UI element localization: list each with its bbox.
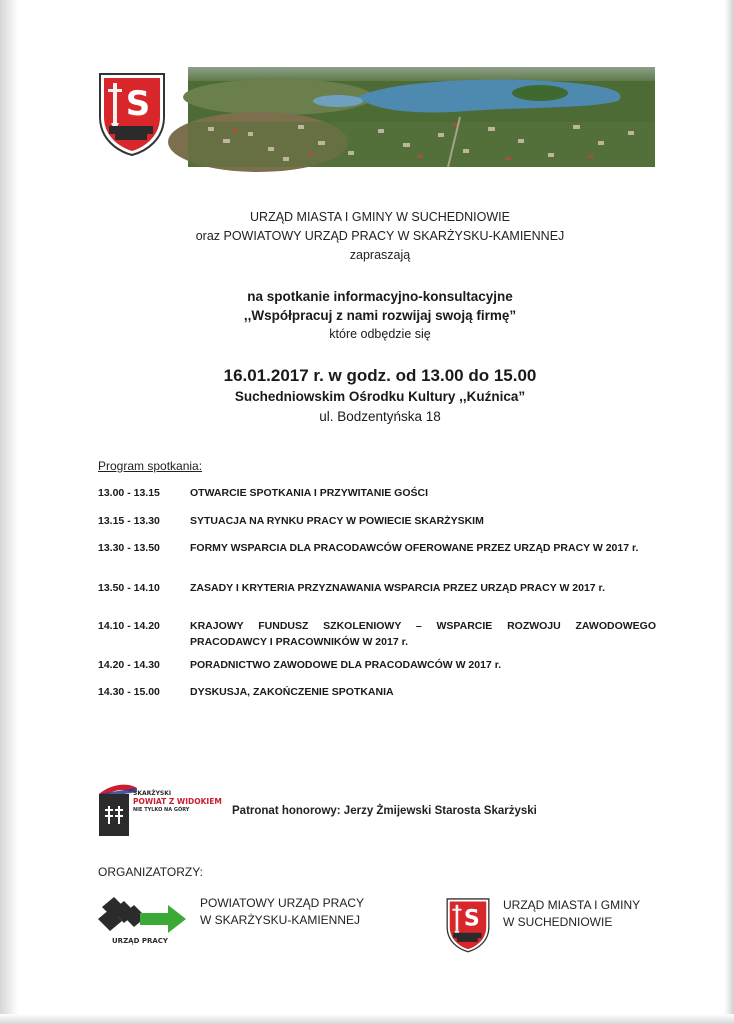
program-desc: ZASADY I KRYTERIA PRZYZNAWANIA WSPARCIA PRZEZ URZĄD PRACY W 2017 r. [190,582,605,594]
invite-title: ,,Współpracuj z nami rozwijaj swoją firmę” [243,308,517,323]
program-time: 13.15 - 13.30 [98,515,160,527]
aerial-town-photo [188,67,655,167]
program-desc: FORMY WSPARCIA DLA PRACODAWCÓW OFEROWANE PRZEZ URZĄD PRACY W 2017 r. [190,542,639,554]
pzw-line-2: POWIAT Z WIDOKIEM [133,797,222,806]
urzad-pracy-logo [96,893,188,945]
scan-edge-left [0,0,18,1024]
up-name-line-2: W SKARŻYSKU-KAMIENNEJ [200,913,361,927]
program-desc: OTWARCIE SPOTKANIA I PRZYWITANIE GOŚCI [190,487,429,499]
scan-edge-right [724,0,734,1024]
powiat-z-widokiem-logo [97,780,222,838]
program-desc: PORADNICTWO ZAWODOWE DLA PRACODAWCÓW W 2017 r. [190,659,502,671]
event-details [120,365,640,427]
organizers-title: ORGANIZATORZY: [98,865,203,879]
program-time: 13.50 - 14.10 [98,582,160,594]
event-venue: Suchedniowskim Ośrodku Kultury ,,Kuźnica” [234,389,526,404]
header-line-1: URZĄD MIASTA I GMINY W SUCHEDNIOWIE [250,210,510,224]
invite-line-3: które odbędzie się [329,327,431,341]
program-time: 14.20 - 14.30 [98,659,160,671]
honorary-patron: Patronat honorowy: Jerzy Żmijewski Starosta Skarżyski [232,805,537,817]
organizers-header [120,208,640,265]
suchedniow-crest-icon [97,71,167,157]
invitation-block [120,287,640,344]
program-time: 14.10 - 14.20 [98,620,160,632]
suchedniow-crest-small-icon [445,897,491,953]
event-address: ul. Bodzentyńska 18 [319,409,441,424]
program-time: 13.30 - 13.50 [98,542,160,554]
event-datetime: 16.01.2017 r. w godz. od 13.00 do 15.00 [223,366,537,385]
program-desc: KRAJOWY FUNDUSZ SZKOLENIOWY – WSPARCIE ROZWOJU ZAWODOWEGO PRACODAWCY I PRACOWNIKÓW W 2017 r. [190,620,656,648]
up-logo-text: URZĄD PRACY [112,937,168,945]
scan-edge-bottom [0,1014,734,1024]
crest-small-letter: S [463,905,480,932]
crest-letter: S [125,84,151,124]
header-line-3: zapraszają [349,248,411,262]
invite-line-1: na spotkanie informacyjno-konsultacyjne [247,289,513,304]
program-time: 13.00 - 13.15 [98,487,160,499]
um-name-line-2: W SUCHEDNIOWIE [503,915,613,929]
header-line-2: oraz POWIATOWY URZĄD PRACY W SKARŻYSKU-KAMIENNEJ [195,229,565,243]
program-desc: SYTUACJA NA RYNKU PRACY W POWIECIE SKARŻYSKIM [190,515,484,527]
pzw-line-3: NIE TYLKO NA GÓRY [133,807,190,813]
up-name-line-1: POWIATOWY URZĄD PRACY [200,896,365,910]
um-name [503,897,640,931]
um-name-line-1: URZĄD MIASTA I GMINY [503,898,641,912]
program-time: 14.30 - 15.00 [98,686,160,698]
pzw-line-1: SKARŻYSKI [133,790,172,797]
up-name [200,895,364,929]
program-desc: DYSKUSJA, ZAKOŃCZENIE SPOTKANIA [190,686,394,698]
program-title: Program spotkania: [98,459,203,473]
